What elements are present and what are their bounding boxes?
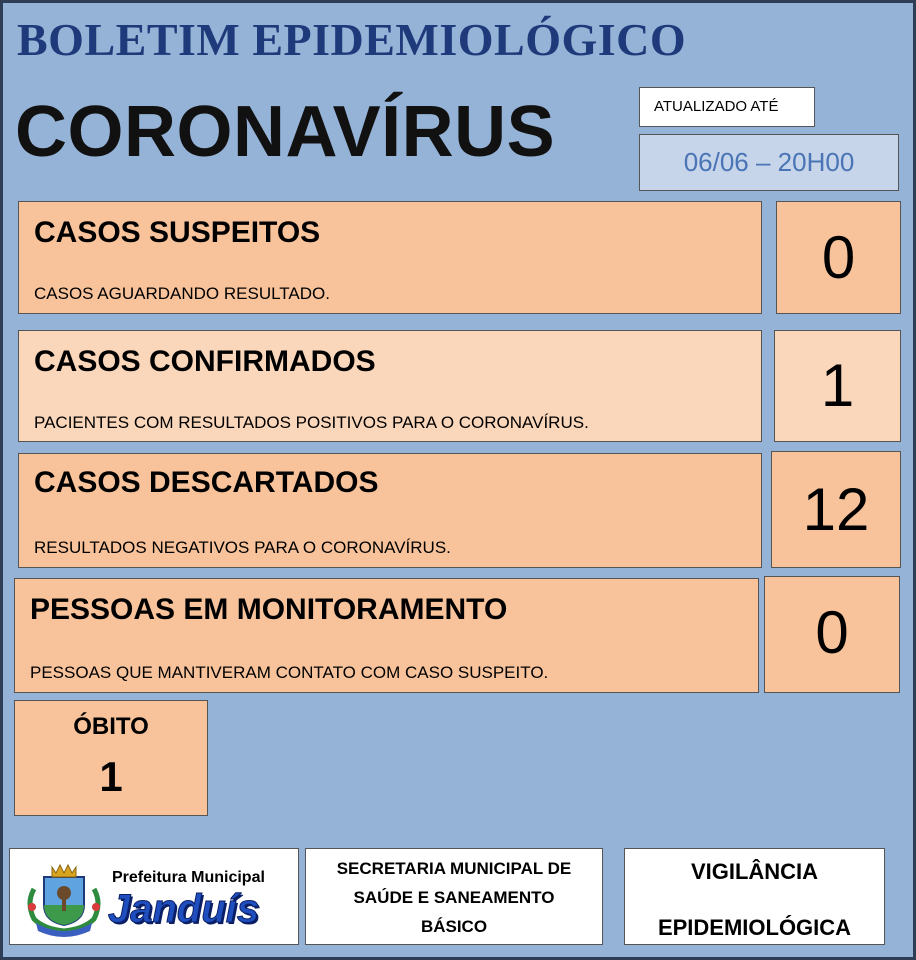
secretaria-line: SECRETARIA MUNICIPAL DE [336, 859, 572, 878]
card-obito [14, 700, 208, 816]
card-title: CASOS DESCARTADOS [34, 466, 379, 499]
card-monitoramento [14, 578, 759, 693]
card-title: CASOS SUSPEITOS [34, 216, 321, 249]
bulletin-title: BOLETIM EPIDEMIOLÓGICO [17, 14, 687, 65]
obito-value: 1 [99, 753, 123, 800]
card-title: CASOS CONFIRMADOS [34, 345, 376, 378]
vigilancia-line: VIGILÂNCIA [690, 859, 819, 884]
count-value: 0 [815, 599, 849, 666]
card-descartados [18, 453, 762, 568]
card-description: PESSOAS QUE MANTIVERAM CONTATO COM CASO SUSPEITO. [30, 663, 549, 682]
card-suspeitos [18, 201, 762, 314]
secretaria-line: SAÚDE E SANEAMENTO [353, 888, 555, 907]
prefeitura-logo [9, 848, 299, 945]
obito-label: ÓBITO [73, 713, 149, 740]
updated-value: 06/06 – 20H00 [639, 134, 899, 191]
vigilancia-box [624, 848, 885, 945]
count-suspeitos [776, 201, 901, 314]
prefeitura-label: Prefeitura Municipal [112, 869, 265, 886]
count-value: 1 [820, 352, 855, 419]
count-monitoramento [764, 576, 900, 693]
secretaria-box [305, 848, 603, 945]
disease-title: CORONAVÍRUS [15, 92, 556, 172]
city-name: Janduís [108, 887, 260, 931]
count-confirmados [774, 330, 901, 442]
card-confirmados [18, 330, 762, 442]
card-description: RESULTADOS NEGATIVOS PARA O CORONAVÍRUS. [34, 538, 451, 557]
card-title: PESSOAS EM MONITORAMENTO [30, 593, 508, 626]
count-value: 12 [802, 476, 870, 543]
card-description: CASOS AGUARDANDO RESULTADO. [34, 284, 330, 303]
card-description: PACIENTES COM RESULTADOS POSITIVOS PARA O CORONAVÍRUS. [34, 413, 589, 432]
count-value: 0 [821, 224, 856, 291]
updated-label: ATUALIZADO ATÉ [639, 87, 815, 127]
city-crest-icon [24, 859, 104, 937]
vigilancia-line: EPIDEMIOLÓGICA [657, 915, 852, 940]
secretaria-line: BÁSICO [420, 917, 488, 936]
count-descartados [771, 451, 901, 568]
